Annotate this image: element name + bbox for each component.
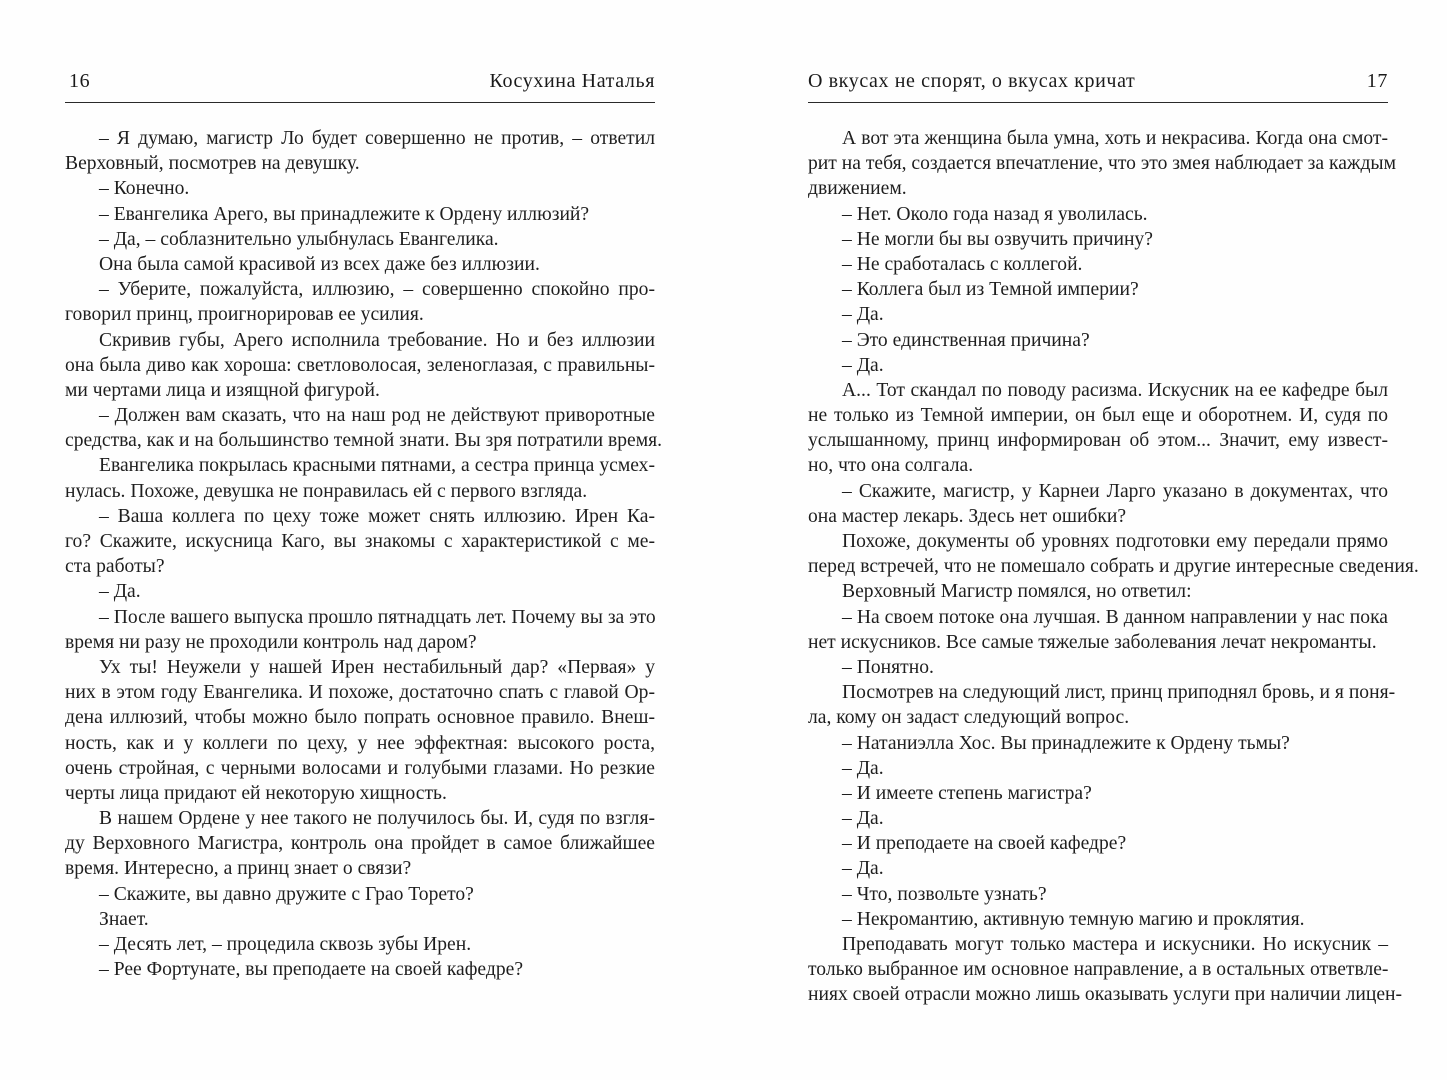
text-line: – Да, – соблазнительно улыбнулась Евангелика.	[99, 228, 499, 250]
text-line: них в этом году Евангелика. И похоже, достаточно спать с главой Ор-	[65, 682, 655, 704]
text-line: – Не сработалась с коллегой.	[842, 253, 1083, 275]
text-line: – И преподаете на своей кафедре?	[842, 833, 1127, 855]
page-number: 17	[1366, 70, 1388, 92]
text-line: В нашем Ордене у нее такого не получилось бы. И, судя по взгля-	[99, 808, 655, 830]
text-line: – Что, позвольте узнать?	[842, 883, 1047, 905]
text-line: время ни разу не проходили контроль над даром?	[65, 631, 477, 653]
text-line: дена иллюзий, чтобы можно было попрать основное правило. Внеш-	[65, 707, 655, 729]
text-line: рит на тебя, создается впечатление, что это змея наблюдает за каждым	[808, 153, 1396, 175]
text-line: – Десять лет, – процедила сквозь зубы Ирен.	[99, 934, 472, 955]
text-line: перед встречей, что не помешало собрать и другие интересные сведения.	[808, 556, 1419, 578]
header-rule	[65, 102, 655, 103]
text-line: говорил принц, проигнорировав ее усилия.	[65, 304, 424, 326]
body-text	[65, 126, 663, 982]
text-line: нулась. Похоже, девушка не понравилась ей с первого взгляда.	[65, 480, 588, 502]
text-line: – Конечно.	[99, 178, 190, 200]
text-line: очень стройная, с черными волосами и голубыми глазами. Но резкие	[65, 757, 655, 779]
text-line: – Скажите, магистр, у Карнеи Ларго указано в документах, что	[842, 480, 1388, 502]
text-line: услышанному, принц информирован об этом... Значит, ему извест-	[808, 430, 1388, 452]
text-line: – Натаниэлла Хос. Вы принадлежите к Ордену тьмы?	[842, 732, 1290, 754]
text-line: Евангелика покрылась красными пятнами, а сестра принца усмех-	[99, 455, 655, 477]
text-line: – Да.	[842, 858, 884, 880]
page-number: 16	[69, 70, 91, 92]
text-line: Верховный, посмотрев на девушку.	[65, 153, 360, 175]
text-line: средства, как и на большинство темной знати. Вы зря потратили время.	[65, 430, 663, 452]
text-line: А вот эта женщина была умна, хоть и некрасива. Когда она смот-	[842, 128, 1388, 149]
text-line: Знает.	[99, 908, 149, 930]
text-line: – Да.	[842, 354, 884, 376]
text-line: – Коллега был из Темной империи?	[842, 279, 1139, 301]
text-line: Верховный Магистр помялся, но ответил:	[842, 581, 1192, 603]
text-line: Преподавать могут только мастера и искусники. Но искусник –	[842, 934, 1388, 955]
left-page	[65, 0, 663, 1080]
text-line: ду Верховного Магистра, контроль она пройдет в самое ближайшее	[65, 833, 655, 855]
text-line: ми чертами лица и изящной фигурой.	[65, 379, 380, 401]
text-line: Она была самой красивой из всех даже без иллюзии.	[99, 253, 540, 275]
header-rule	[808, 102, 1388, 103]
text-line: го? Скажите, искусница Каго, вы знакомы с характеристикой с ме-	[65, 531, 655, 552]
text-line: – Не могли бы вы озвучить причину?	[842, 228, 1153, 250]
text-line: не только из Темной империи, он был еще и оборотнем. И, судя по	[808, 405, 1388, 427]
text-line: – Должен вам сказать, что на наш род не действуют приворотные	[99, 405, 655, 427]
text-line: но, что она солгала.	[808, 455, 974, 477]
body-text	[808, 126, 1419, 1008]
text-line: – Уберите, пожалуйста, иллюзию, – совершенно спокойно про-	[99, 279, 655, 301]
text-line: – Да.	[842, 304, 884, 326]
text-line: Посмотрев на следующий лист, принц приподнял бровь, и я поня-	[842, 682, 1396, 704]
text-line: – Это единственная причина?	[842, 329, 1090, 351]
text-line: – Рее Фортунате, вы преподаете на своей кафедре?	[99, 959, 524, 981]
text-line: – Скажите, вы давно дружите с Грао Торето?	[99, 883, 474, 905]
running-title-author: Косухина Наталья	[489, 70, 655, 92]
text-line: ста работы?	[65, 556, 165, 578]
text-line: – Да.	[842, 757, 884, 779]
text-line: – Понятно.	[842, 656, 934, 678]
text-line: она была диво как хороша: светловолосая, зеленоглазая, с правильны-	[65, 354, 655, 376]
text-line: – Некромантию, активную темную магию и проклятия.	[842, 908, 1305, 930]
text-line: Ух ты! Неужели у нашей Ирен нестабильный дар? «Первая» у	[99, 656, 655, 678]
right-page	[808, 0, 1419, 1080]
text-line: – Ваша коллега по цеху тоже может снять иллюзию. Ирен Ка-	[99, 505, 655, 527]
text-line: А... Тот скандал по поводу расизма. Искусник на ее кафедре был	[842, 379, 1388, 401]
text-line: только выбранное им основное направление, а в остальных ответвле-	[808, 959, 1389, 981]
text-line: – На своем потоке она лучшая. В данном направлении у нас пока	[842, 606, 1388, 628]
text-line: черты лица придают ей некоторую хищность.	[65, 782, 447, 804]
text-line: Скривив губы, Арего исполнила требование. Но и без иллюзии	[99, 329, 655, 351]
text-line: – Я думаю, магистр Ло будет совершенно не против, – ответил	[99, 128, 655, 149]
running-head	[808, 70, 1388, 98]
text-line: – Да.	[99, 581, 141, 603]
text-line: – Евангелика Арего, вы принадлежите к Ордену иллюзий?	[99, 203, 590, 225]
text-line: движением.	[808, 178, 907, 200]
running-head	[65, 70, 655, 98]
running-title-book: О вкусах не спорят, о вкусах кричат	[808, 70, 1136, 92]
text-line: Похоже, документы об уровнях подготовки ему передали прямо	[842, 531, 1388, 552]
text-line: – После вашего выпуска прошло пятнадцать лет. Почему вы за это	[99, 606, 656, 628]
text-line: ниях своей отрасли можно лишь оказывать услуги при наличии лицен-	[808, 984, 1403, 1006]
text-line: – Нет. Около года назад я уволилась.	[842, 203, 1148, 225]
text-line: нет искусников. Все самые тяжелые заболевания лечат некроманты.	[808, 631, 1377, 653]
text-line: – Да.	[842, 808, 884, 830]
text-line: – И имеете степень магистра?	[842, 782, 1092, 804]
text-line: ла, кому он задаст следующий вопрос.	[808, 707, 1130, 729]
text-line: ность, как и у коллеги по цеху, у нее эффектная: высокого роста,	[65, 732, 655, 754]
text-line: время. Интересно, а принц знает о связи?	[65, 858, 412, 880]
text-line: она мастер лекарь. Здесь нет ошибки?	[808, 505, 1127, 527]
